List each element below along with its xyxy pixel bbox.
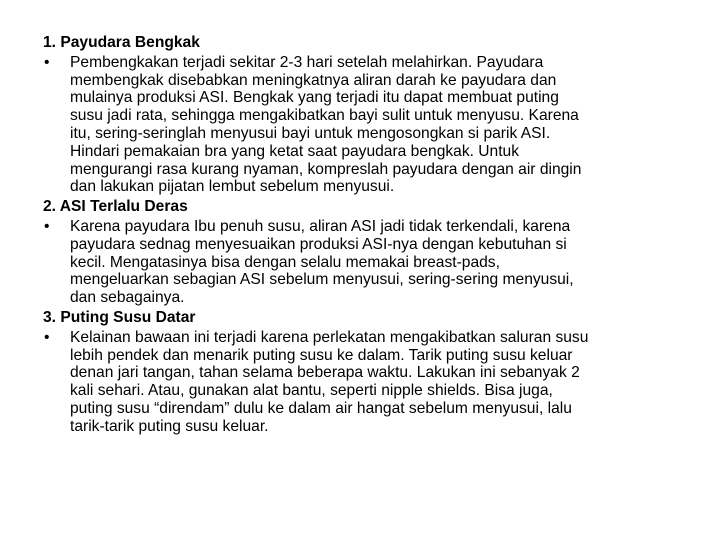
body-text-line: kecil. Mengatasinya bisa dengan selalu memakai breast-pads, <box>70 253 500 271</box>
body-text-line: kali sehari. Atau, gunakan alat bantu, seperti nipple shields. Bisa juga, <box>70 382 553 400</box>
bullet-marker: • <box>44 217 50 235</box>
body-text-line: itu, sering-seringlah menyusui bayi untuk mengosongkan si parik ASI. <box>70 124 551 142</box>
body-text-line: Pembengkakan terjadi sekitar 2-3 hari setelah melahirkan. Payudara <box>70 53 544 71</box>
bullet-marker: • <box>44 328 50 346</box>
slide-content <box>43 34 693 438</box>
body-text-line: payudara sednag menyesuaikan produksi ASI-nya dengan kebutuhan si <box>70 235 567 253</box>
section-heading-asi-terlalu-deras: 2. ASI Terlalu Deras <box>43 198 188 216</box>
section-heading-puting-susu-datar: 3. Puting Susu Datar <box>43 308 196 326</box>
bullet-marker: • <box>44 53 50 71</box>
body-text-line: Kelainan bawaan ini terjadi karena perlekatan mengakibatkan saluran susu <box>70 328 589 346</box>
body-text-line: Hindari pemakaian bra yang ketat saat payudara bengkak. Untuk <box>70 142 520 160</box>
body-text-line: mengeluarkan sebagian ASI sebelum menyusui, sering-sering menyusui, <box>70 271 574 289</box>
body-text-line: mulainya produksi ASI. Bengkak yang terjadi itu dapat membuat puting <box>70 89 559 107</box>
body-text-line: denan jari tangan, tahan selama beberapa waktu. Lakukan ini sebanyak 2 <box>70 364 580 382</box>
body-text-line: dan lakukan pijatan lembut sebelum menyusui. <box>70 178 395 196</box>
bullet-item-asi-terlalu-deras <box>43 218 693 307</box>
body-text-line: Karena payudara Ibu penuh susu, aliran ASI jadi tidak terkendali, karena <box>70 217 571 235</box>
body-text-line: membengkak disebabkan meningkatnya aliran darah ke payudara dan <box>70 71 557 89</box>
body-text-line: susu jadi rata, sehingga mengakibatkan bayi sulit untuk menyusu. Karena <box>70 107 579 125</box>
body-text-line: mengurangi rasa kurang nyaman, kompreslah payudara dengan air dingin <box>70 160 582 178</box>
section-heading-payudara-bengkak: 1. Payudara Bengkak <box>43 34 200 51</box>
bullet-item-puting-susu-datar <box>43 329 693 436</box>
body-text-line: puting susu “direndam” dulu ke dalam air hangat sebelum menyusui, lalu <box>70 399 572 417</box>
body-text-line: tarik-tarik puting susu keluar. <box>70 417 269 435</box>
bullet-item-payudara-bengkak <box>43 54 693 196</box>
body-text-line: lebih pendek dan menarik puting susu ke dalam. Tarik puting susu keluar <box>70 346 573 364</box>
body-text-line: dan sebagainya. <box>70 289 185 307</box>
